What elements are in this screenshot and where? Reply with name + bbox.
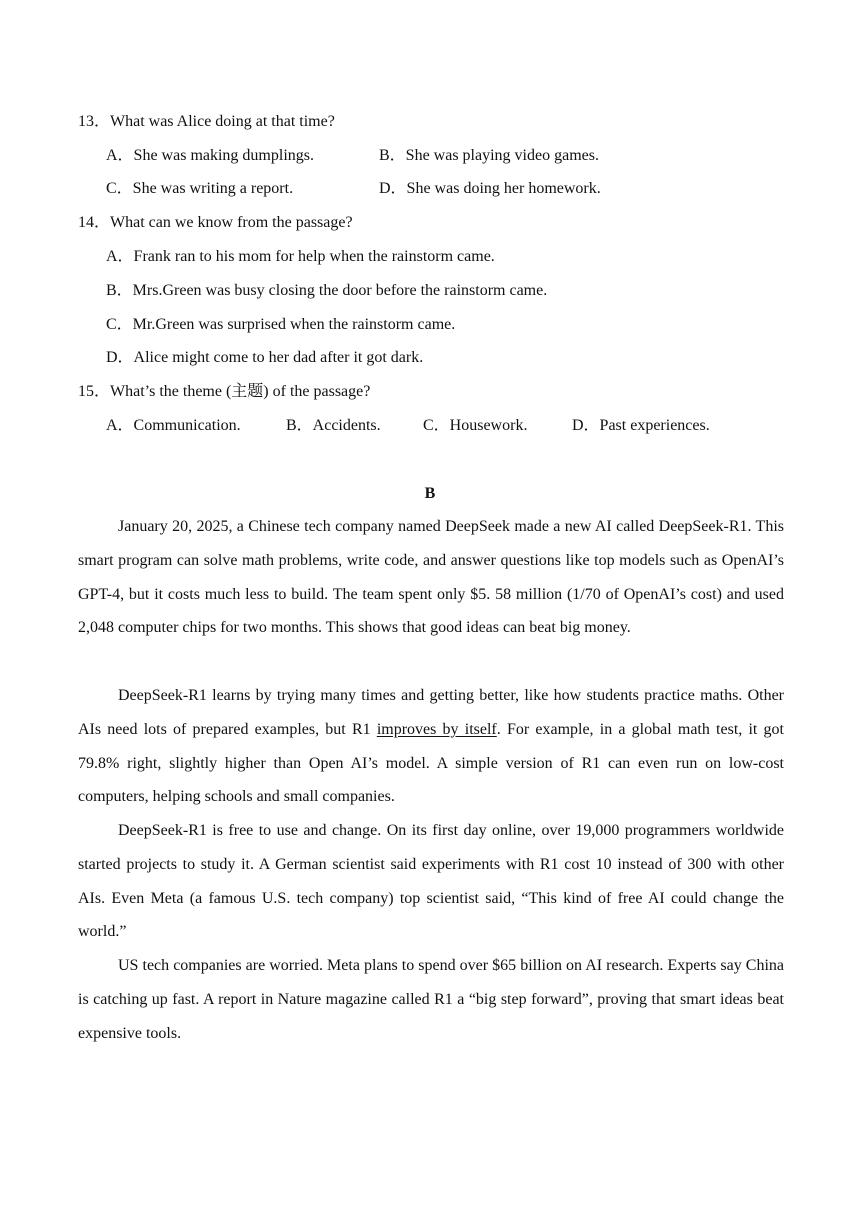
passage-paragraph-2 <box>78 679 784 814</box>
question-14-option-c: C．Mr.Green was surprised when the rainstorm came. <box>106 316 456 333</box>
question-13-option-c: C．She was writing a report. <box>106 180 294 197</box>
passage-paragraph-3: DeepSeek-R1 is free to use and change. On its first day online, over 19,000 programmers worldwide started projects to study it. A German scientist said experiments with R1 cost 10 instead of 300 with other AIs. Even Meta (a famous U.S. tech company) top scientist said, “This kind of free AI could change the world.” <box>78 822 784 941</box>
question-14-stem: 14．What can we know from the passage? <box>78 214 353 231</box>
section-title: B <box>424 485 436 502</box>
passage-paragraph-4: US tech companies are worried. Meta plans to spend over $65 billion on AI research. Experts say China is catching up fast. A report in Nature magazine called R1 a “big step forward”, proving that smart ideas beat expensive tools. <box>78 957 784 1042</box>
underlined-phrase: improves by itself <box>376 720 497 738</box>
question-14-option-b: B．Mrs.Green was busy closing the door before the rainstorm came. <box>106 282 548 299</box>
question-15-option-d: D．Past experiences. <box>572 417 710 434</box>
question-14-option-a: A．Frank ran to his mom for help when the rainstorm came. <box>106 248 495 265</box>
question-13-option-a: A．She was making dumplings. <box>106 147 314 164</box>
question-13-option-d: D．She was doing her homework. <box>379 180 601 197</box>
question-13-option-b: B．She was playing video games. <box>379 147 599 164</box>
paragraph-2-before: DeepSeek-R1 learns by trying many times and getting better, like how students practice maths. Other AIs need lots of prepared examples, but R1 <box>78 687 784 738</box>
question-14-option-d: D．Alice might come to her dad after it got dark. <box>106 349 424 366</box>
question-15-option-c: C．Housework. <box>423 417 528 434</box>
question-15-option-a: A．Communication. <box>106 417 241 434</box>
paragraph-2-after: . For example, in a global math test, it got 79.8% right, slightly higher than Open AI’s model. A simple version of R1 can even run on low-cost computers, helping schools and small companies. <box>78 720 784 806</box>
question-15-option-b: B．Accidents. <box>286 417 381 434</box>
question-15-stem: 15．What’s the theme (主题) of the passage? <box>78 383 371 400</box>
passage-paragraph-1: January 20, 2025, a Chinese tech company named DeepSeek made a new AI called DeepSeek-R1. This smart program can solve math problems, write code, and answer questions like top models such as OpenAI’s GPT-4, but it costs much less to build. The team spent only $5. 58 million (1/70 of OpenAI’s cost) and used 2,048 computer chips for two months. This shows that good ideas can beat big money. <box>78 518 784 637</box>
question-13-stem: 13．What was Alice doing at that time? <box>78 113 335 130</box>
